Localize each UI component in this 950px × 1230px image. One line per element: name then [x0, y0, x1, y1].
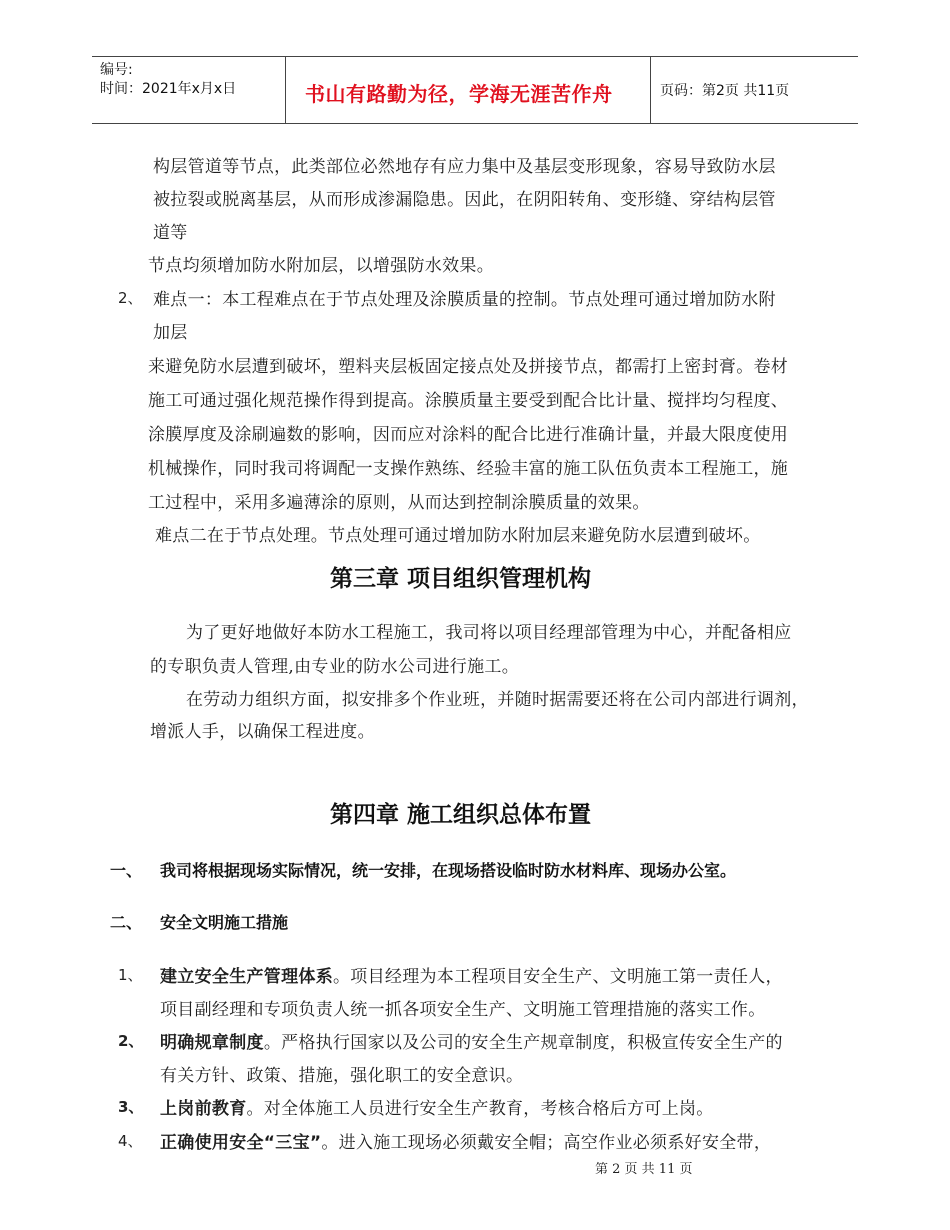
text-line: 节点均须增加防水附加层，以增强防水效果。 [148, 256, 494, 276]
text-line: 道等 [153, 223, 188, 243]
text-line: 施工可通过强化规范操作得到提高。涂膜质量主要受到配合比计量、搅拌均匀程度、 [148, 391, 789, 411]
list-item-bold: 明确规章制度 [160, 1033, 264, 1053]
text-line: 加层 [153, 323, 188, 343]
chapter-title: 第四章 施工组织总体布置 [330, 802, 592, 828]
text-line: 被拉裂或脱离基层，从而形成渗漏隐患。因此，在阴阳转角、变形缝、穿结构层管 [153, 190, 776, 210]
list-number: 3、 [118, 1098, 144, 1116]
text-line: 增派人手，以确保工程进度。 [150, 722, 375, 742]
list-number: 1、 [118, 966, 143, 984]
text-line: 在劳动力组织方面，拟安排多个作业班，并随时据需要还将在公司内部进行调剂， [186, 690, 809, 710]
list-item [160, 1028, 783, 1053]
section-number: 一、 [110, 861, 143, 880]
list-number: 4、 [118, 1132, 143, 1150]
header-page-info: 页码：第2页 共11页 [660, 83, 790, 99]
page-footer: 第 2 页 共 11 页 [595, 1162, 693, 1177]
list-item [160, 962, 783, 987]
list-item-rest: 。严格执行国家以及公司的安全生产规章制度，积极宣传安全生产的 [263, 1033, 783, 1053]
section-heading: 安全文明施工措施 [160, 913, 289, 932]
text-line: 难点一：本工程难点在于节点处理及涂膜质量的控制。节点处理可通过增加防水附 [153, 290, 776, 310]
list-number: 2、 [118, 289, 143, 307]
text-line: 构层管道等节点，此类部位必然地存有应力集中及基层变形现象，容易导致防水层 [153, 157, 776, 177]
list-item-bold: 建立安全生产管理体系 [160, 967, 333, 987]
list-number: 2、 [118, 1032, 144, 1050]
text-line: 的专职负责人管理,由专业的防水公司进行施工。 [150, 657, 520, 677]
text-line: 机械操作，同时我司将调配一支操作熟练、经验丰富的施工队伍负责本工程施工，施 [148, 459, 789, 479]
section-text: 我司将根据现场实际情况，统一安排，在现场搭设临时防水材料库、现场办公室。 [160, 861, 737, 880]
header-divider-left [285, 57, 286, 123]
document-date: 时间：2021年x月x日 [100, 81, 237, 97]
text-line: 难点二在于节点处理。节点处理可通过增加防水附加层来避免防水层遭到破坏。 [155, 526, 761, 546]
text-line: 来避免防水层遭到破坏，塑料夹层板固定接点处及拼接节点，都需打上密封膏。卷材 [148, 357, 789, 377]
text-line: 为了更好地做好本防水工程施工，我司将以项目经理部管理为中心，并配备相应 [186, 623, 792, 643]
document-code-label: 编号: [100, 62, 133, 78]
text-line: 项目副经理和专项负责人统一抓各项安全生产、文明施工管理措施的落实工作。 [160, 1000, 766, 1020]
list-item-bold: 正确使用安全“三宝” [160, 1133, 322, 1153]
section-number: 二、 [110, 913, 143, 932]
header-divider-right [650, 57, 651, 123]
list-item-rest: 。进入施工现场必须戴安全帽；高空作业必须系好安全带， [321, 1133, 772, 1153]
list-item-bold: 上岗前教育 [160, 1099, 247, 1119]
text-line: 涂膜厚度及涂刷遍数的影响，因而应对涂料的配合比进行准确计量，并最大限度使用 [148, 425, 789, 445]
list-item [160, 1094, 714, 1119]
list-item [160, 1128, 771, 1153]
header-motto: 书山有路勤为径，学海无涯苦作舟 [305, 82, 613, 106]
list-item-rest: 。对全体施工人员进行安全生产教育，考核合格后方可上岗。 [246, 1099, 714, 1119]
list-item-rest: 。项目经理为本工程项目安全生产、文明施工第一责任人， [333, 967, 783, 987]
chapter-title: 第三章 项目组织管理机构 [330, 566, 592, 592]
text-line: 有关方针、政策、措施，强化职工的安全意识。 [160, 1066, 524, 1086]
text-line: 工过程中，采用多遍薄涂的原则，从而达到控制涂膜质量的效果。 [148, 493, 650, 513]
